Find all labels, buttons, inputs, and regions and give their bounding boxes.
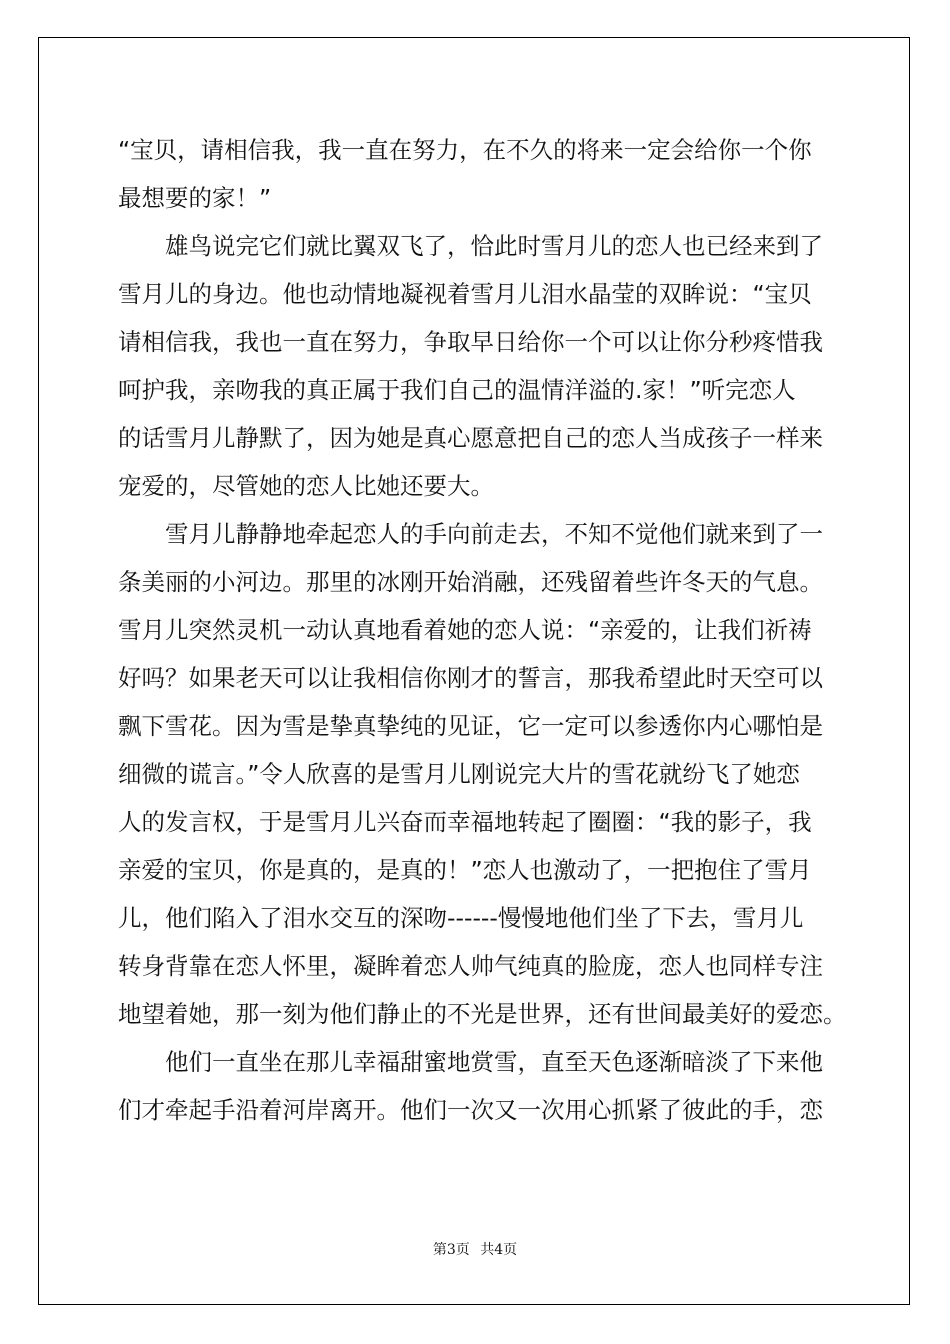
text-line: 人的发言权，于是雪月儿兴奋而幸福地转起了圈圈：“我的影子，我 <box>118 808 812 836</box>
text-line: 条美丽的小河边。那里的冰刚开始消融，还残留着些许冬天的气息。 <box>118 568 823 596</box>
text-line: 呵护我，亲吻我的真正属于我们自己的温情洋溢的.家！”听完恋人 <box>118 376 796 404</box>
text-line: 细微的谎言。”令人欣喜的是雪月儿刚说完大片的雪花就纷飞了她恋 <box>118 760 800 788</box>
text-line: 儿，他们陷入了泪水交互的深吻------慢慢地他们坐了下去，雪月儿 <box>118 904 804 932</box>
page-number: 第3页 <box>432 1242 470 1258</box>
text-line: 他们一直坐在那儿幸福甜蜜地赏雪，直至天色逐渐暗淡了下来他 <box>165 1048 823 1076</box>
text-line: 们才牵起手沿着河岸离开。他们一次又一次用心抓紧了彼此的手，恋 <box>118 1096 823 1124</box>
text-line: “宝贝，请相信我，我一直在努力，在不久的将来一定会给你一个你 <box>118 136 812 164</box>
text-line: 雪月儿的身边。他也动情地凝视着雪月儿泪水晶莹的双眸说：“宝贝 <box>118 280 812 308</box>
text-line: 亲爱的宝贝，你是真的，是真的！”恋人也激动了，一把抱住了雪月 <box>118 856 812 884</box>
text-line: 的话雪月儿静默了，因为她是真心愿意把自己的恋人当成孩子一样来 <box>118 424 823 452</box>
page-footer <box>0 1239 950 1259</box>
text-line: 飘下雪花。因为雪是挚真挚纯的见证，它一定可以参透你内心哪怕是 <box>118 712 823 740</box>
text-line: 地望着她，那一刻为他们静止的不光是世界，还有世间最美好的爱恋。 <box>118 1000 847 1028</box>
text-line: 转身背靠在恋人怀里，凝眸着恋人帅气纯真的脸庞，恋人也同样专注 <box>118 952 823 980</box>
text-line: 雪月儿突然灵机一动认真地看着她的恋人说：“亲爱的，让我们祈祷 <box>118 616 812 644</box>
text-line: 最想要的家！” <box>118 184 272 212</box>
text-line: 好吗？如果老天可以让我相信你刚才的誓言，那我希望此时天空可以 <box>118 664 823 692</box>
text-line: 雄鸟说完它们就比翼双飞了，恰此时雪月儿的恋人也已经来到了 <box>165 232 823 260</box>
page-total: 共4页 <box>480 1242 518 1258</box>
text-line: 雪月儿静静地牵起恋人的手向前走去，不知不觉他们就来到了一 <box>165 520 823 548</box>
text-line: 宠爱的，尽管她的恋人比她还要大。 <box>118 472 494 500</box>
text-line: 请相信我，我也一直在努力，争取早日给你一个可以让你分秒疼惜我 <box>118 328 823 356</box>
